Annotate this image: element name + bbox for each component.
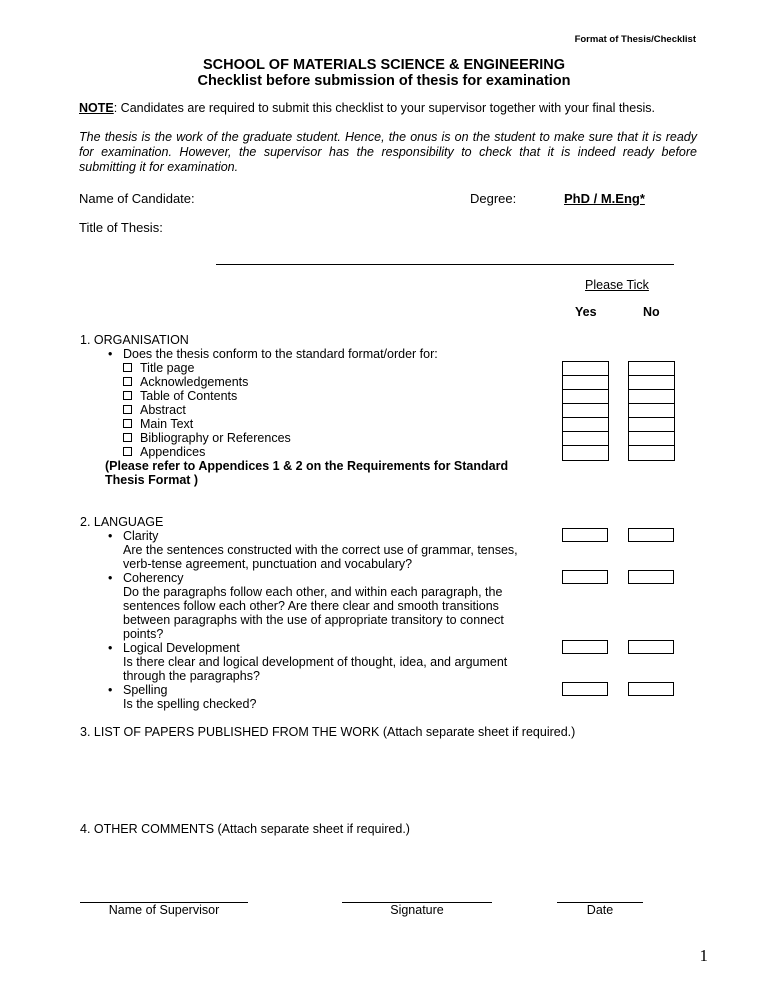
no-tick-box[interactable] [629,362,674,376]
note-paragraph [79,101,655,115]
yes-tick-box[interactable] [563,376,608,390]
no-tick-box[interactable] [629,390,674,404]
coherency-title: • Coherency [123,571,183,585]
logical-development-text: through the paragraphs? [123,669,260,683]
checkbox-square-icon [123,419,132,428]
yes-tick-box[interactable] [563,432,608,446]
intro-paragraph: The thesis is the work of the graduate student. Hence, the onus is on the student to make sure that it is ready for examination. However, the supervisor has the responsibility to check that it is indeed ready before submitting it for examination. [79,130,697,174]
comments-heading: 4. OTHER COMMENTS (Attach separate sheet if required.) [80,822,410,836]
checklist-item-abstract: Abstract [123,403,186,417]
checkbox-square-icon [123,391,132,400]
yes-tick-box[interactable] [563,446,608,460]
logical-no-box[interactable] [628,640,674,654]
checkbox-square-icon [123,377,132,386]
yes-tick-box[interactable] [563,362,608,376]
organisation-no-boxes [628,361,675,461]
checklist-item-appendices: Appendices [123,445,205,459]
note-label: NOTE [79,101,114,115]
degree-value[interactable]: PhD / M.Eng* [564,191,645,206]
spelling-no-box[interactable] [628,682,674,696]
degree-label: Degree: [470,191,517,206]
page-subtitle: Checklist before submission of thesis for examination [197,73,571,89]
spelling-title: • Spelling [123,683,167,697]
appendices-note-line1: (Please refer to Appendices 1 & 2 on the Requirements for Standard [105,459,509,473]
checklist-item-main-text: Main Text [123,417,193,431]
spelling-text: Is the spelling checked? [123,697,257,711]
date-label: Date [586,903,614,917]
no-tick-box[interactable] [629,418,674,432]
checklist-item-acknowledgements: Acknowledgements [123,375,248,389]
coherency-text: Do the paragraphs follow each other, and within each paragraph, the [123,585,503,599]
note-text: : Candidates are required to submit this checklist to your supervisor together with your final thesis. [113,101,655,115]
organisation-yes-boxes [562,361,609,461]
organisation-question: • Does the thesis conform to the standard format/order for: [123,347,438,361]
yes-column-header: Yes [575,305,597,319]
no-tick-box[interactable] [629,446,674,460]
candidate-label: Name of Candidate: [79,191,195,206]
checkbox-square-icon [123,363,132,372]
clarity-text: Are the sentences constructed with the correct use of grammar, tenses, [123,543,518,557]
checkbox-square-icon [123,433,132,442]
checkbox-square-icon [123,405,132,414]
checklist-item-title-page: Title page [123,361,194,375]
signature-label: Signature [390,903,444,917]
coherency-text: sentences follow each other? Are there clear and smooth transitions [123,599,499,613]
logical-development-title: • Logical Development [123,641,240,655]
no-tick-box[interactable] [629,432,674,446]
checklist-item-bibliography: Bibliography or References [123,431,291,445]
thesis-title-line[interactable] [216,264,674,265]
papers-heading: 3. LIST OF PAPERS PUBLISHED FROM THE WORK (Attach separate sheet if required.) [80,725,576,739]
please-tick-header: Please Tick [585,278,649,292]
coherency-no-box[interactable] [628,570,674,584]
document-label: Format of Thesis/Checklist [574,34,696,45]
no-tick-box[interactable] [629,404,674,418]
logical-yes-box[interactable] [562,640,608,654]
clarity-no-box[interactable] [628,528,674,542]
coherency-yes-box[interactable] [562,570,608,584]
yes-tick-box[interactable] [563,404,608,418]
clarity-text: verb-tense agreement, punctuation and vocabulary? [123,557,413,571]
yes-tick-box[interactable] [563,390,608,404]
organisation-heading: 1. ORGANISATION [80,333,189,347]
logical-development-text: Is there clear and logical development of thought, idea, and argument [123,655,508,669]
coherency-text: between paragraphs with the use of appropriate transitory to connect [123,613,504,627]
appendices-note-line2: Thesis Format ) [105,473,199,487]
page-title: SCHOOL OF MATERIALS SCIENCE & ENGINEERING [203,57,565,73]
coherency-text: points? [123,627,164,641]
supervisor-name-label: Name of Supervisor [108,903,220,917]
thesis-title-label: Title of Thesis: [79,220,163,235]
no-column-header: No [643,305,660,319]
checkbox-square-icon [123,447,132,456]
clarity-title: • Clarity [123,529,158,543]
yes-tick-box[interactable] [563,418,608,432]
no-tick-box[interactable] [629,376,674,390]
page-number: 1 [699,946,708,965]
clarity-yes-box[interactable] [562,528,608,542]
language-heading: 2. LANGUAGE [80,515,164,529]
spelling-yes-box[interactable] [562,682,608,696]
checklist-item-table-of-contents: Table of Contents [123,389,237,403]
